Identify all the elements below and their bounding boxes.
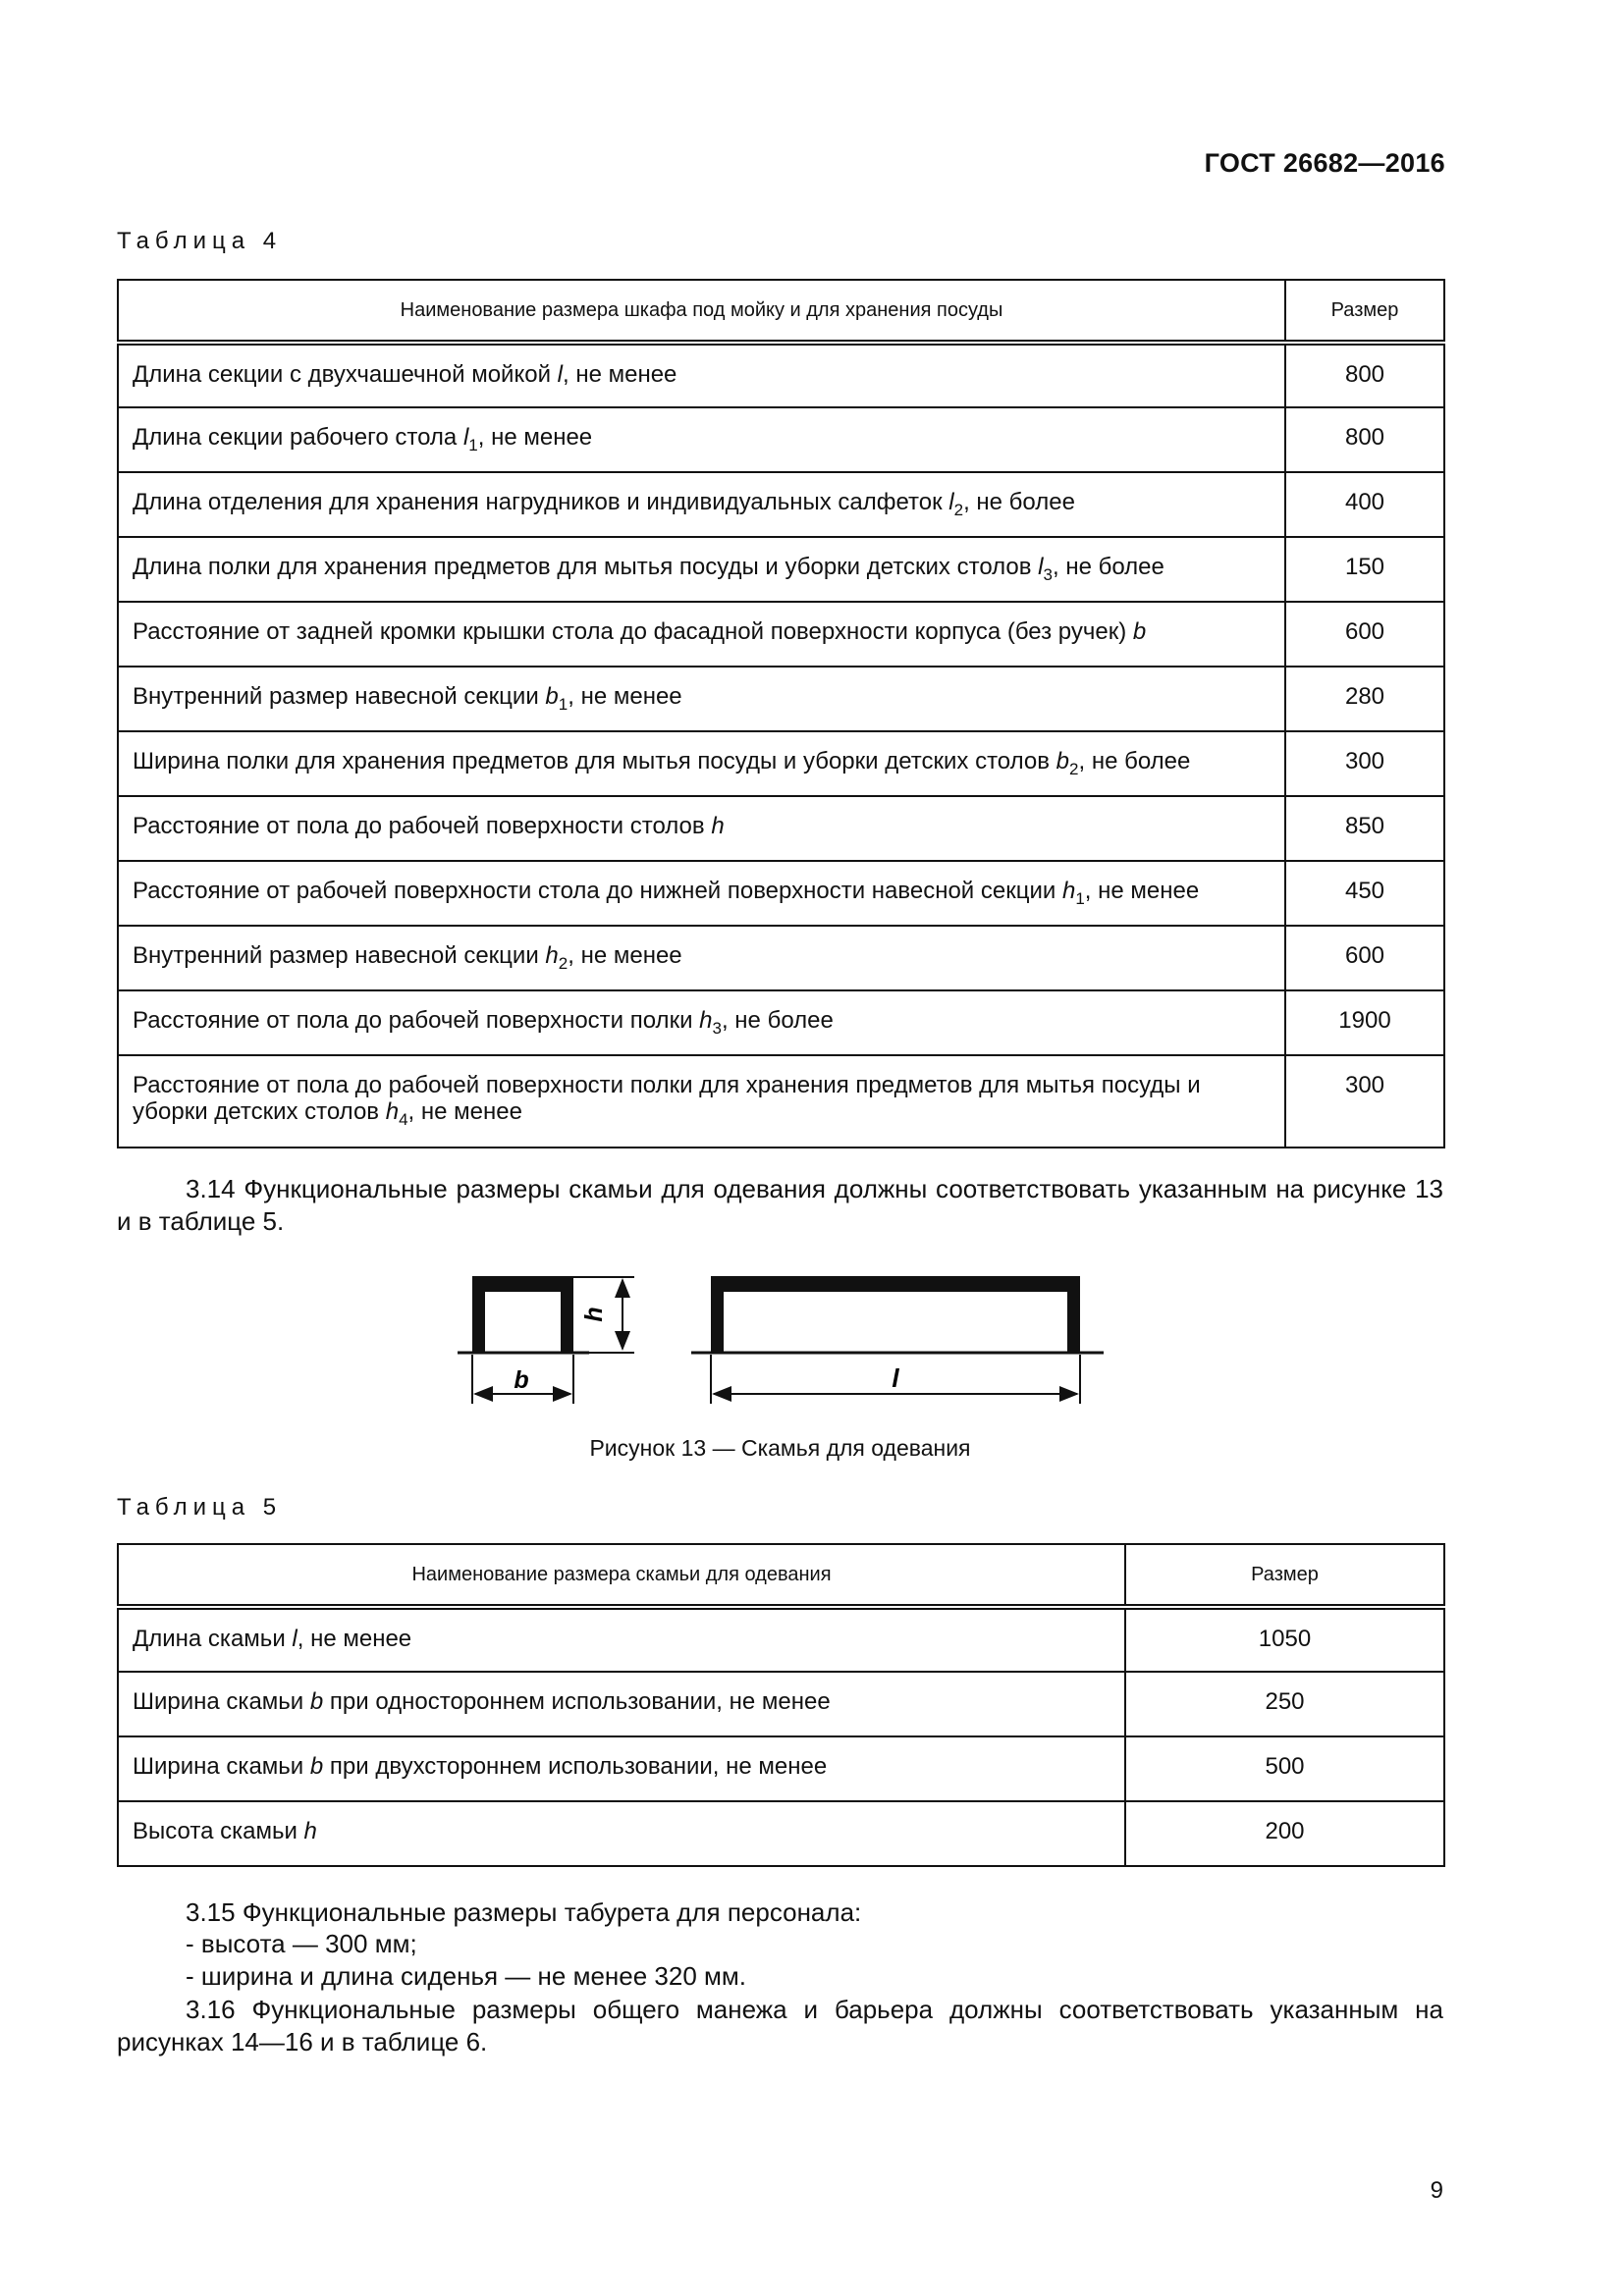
paragraph-3-15: 3.15 Функциональные размеры табурета для персонала: bbox=[186, 1897, 862, 1927]
parameter-variable: b bbox=[545, 683, 559, 710]
parameter-condition: при одностороннем использовании, не менее bbox=[323, 1688, 831, 1715]
parameter-text: Длина скамьи bbox=[133, 1626, 293, 1652]
parameter-condition: , не более bbox=[1052, 554, 1164, 580]
parameter-condition: , не менее bbox=[563, 361, 677, 388]
parameter-condition: , не более bbox=[963, 489, 1075, 515]
parameter-condition: , не менее bbox=[568, 683, 682, 710]
table-row bbox=[118, 1736, 1444, 1801]
parameter-subscript: 3 bbox=[1043, 565, 1053, 584]
parameter-condition: , не менее bbox=[407, 1098, 522, 1125]
table-row bbox=[118, 1672, 1444, 1736]
parameter-subscript: 2 bbox=[558, 954, 568, 973]
parameter-text: Высота скамьи bbox=[133, 1818, 304, 1844]
row-parameter-name bbox=[118, 1736, 1125, 1801]
parameter-variable: h bbox=[385, 1098, 400, 1125]
parameter-variable: h bbox=[1061, 878, 1076, 904]
column-header-size: Размер bbox=[1285, 280, 1444, 343]
parameter-variable: b bbox=[309, 1688, 324, 1715]
parameter-text: Внутренний размер навесной секции bbox=[133, 683, 546, 710]
standard-code: ГОСТ 26682—2016 bbox=[1204, 148, 1445, 178]
paragraph-3-14: 3.14 Функциональные размеры скамьи для одевания должны соответствовать указанным на рисунке 13 и в таблице 5. bbox=[117, 1174, 1443, 1236]
row-size-value: 600 bbox=[1285, 926, 1444, 990]
parameter-text: Расстояние от пола до рабочей поверхности столов bbox=[133, 813, 712, 839]
parameter-variable: l bbox=[948, 489, 954, 515]
row-parameter-name bbox=[118, 1607, 1125, 1672]
row-size-value: 1050 bbox=[1125, 1607, 1444, 1672]
parameter-text: Расстояние от пола до рабочей поверхности полки для хранения предметов для мытья посуды и уборки детских столов bbox=[133, 1072, 1201, 1125]
paragraph-3-16: 3.16 Функциональные размеры общего манежа и барьера должны соответствовать указанным на рисунках 14—16 и в таблице 6. bbox=[117, 1995, 1443, 2056]
parameter-subscript: 1 bbox=[1075, 889, 1085, 908]
bench-side-view bbox=[458, 1276, 634, 1404]
parameter-variable: l bbox=[1038, 554, 1044, 580]
parameter-text: Длина полки для хранения предметов для мытья посуды и уборки детских столов bbox=[133, 554, 1039, 580]
parameter-text: Ширина скамьи bbox=[133, 1753, 310, 1780]
parameter-condition: , не более bbox=[721, 1007, 834, 1034]
table-row bbox=[118, 1801, 1444, 1866]
row-size-value: 300 bbox=[1285, 1055, 1444, 1148]
parameter-variable: l bbox=[292, 1626, 298, 1652]
row-parameter-name bbox=[118, 1672, 1125, 1736]
figure-13-caption: Рисунок 13 — Скамья для одевания bbox=[589, 1435, 971, 1461]
row-size-value: 800 bbox=[1285, 407, 1444, 472]
table-row bbox=[118, 1607, 1444, 1672]
parameter-variable: h bbox=[545, 942, 559, 969]
parameter-condition: , не менее bbox=[477, 424, 593, 451]
parameter-subscript: 4 bbox=[399, 1110, 408, 1129]
parameter-text: Ширина скамьи bbox=[133, 1688, 310, 1715]
parameter-variable: b bbox=[1056, 748, 1070, 774]
dimension-label-l: l bbox=[892, 1363, 899, 1393]
dimension-label-h: h bbox=[580, 1307, 608, 1322]
column-header-name: Наименование размера скамьи для одевания bbox=[118, 1544, 1125, 1607]
row-size-value: 450 bbox=[1285, 861, 1444, 926]
list-item-seat-size: - ширина и длина сиденья — не менее 320 мм. bbox=[186, 1961, 746, 1991]
parameter-subscript: 3 bbox=[712, 1019, 722, 1038]
parameter-text: Длина отделения для хранения нагрудников и индивидуальных салфеток bbox=[133, 489, 949, 515]
parameter-variable: b bbox=[1132, 618, 1147, 645]
parameter-subscript: 1 bbox=[558, 695, 568, 714]
column-header-size: Размер bbox=[1125, 1544, 1444, 1607]
parameter-text: Внутренний размер навесной секции bbox=[133, 942, 546, 969]
page-number: 9 bbox=[1430, 2177, 1443, 2204]
parameter-variable: h bbox=[699, 1007, 713, 1034]
row-size-value: 280 bbox=[1285, 667, 1444, 731]
parameter-subscript: 2 bbox=[953, 501, 964, 519]
parameter-subscript: 1 bbox=[468, 436, 478, 454]
row-size-value: 850 bbox=[1285, 796, 1444, 861]
parameter-text: Расстояние от пола до рабочей поверхности полки bbox=[133, 1007, 700, 1034]
column-header-name: Наименование размера шкафа под мойку и для хранения посуды bbox=[118, 280, 1285, 343]
row-size-value: 250 bbox=[1125, 1672, 1444, 1736]
parameter-text: Расстояние от задней кромки крышки стола до фасадной поверхности корпуса (без ручек) bbox=[133, 618, 1133, 645]
table-4-caption: Таблица 4 bbox=[117, 228, 283, 254]
row-size-value: 150 bbox=[1285, 537, 1444, 602]
parameter-condition: , не менее bbox=[568, 942, 682, 969]
parameter-text: Длина секции рабочего стола bbox=[133, 424, 463, 451]
table-header-row bbox=[118, 1544, 1444, 1607]
row-size-value: 400 bbox=[1285, 472, 1444, 537]
row-size-value: 200 bbox=[1125, 1801, 1444, 1866]
parameter-variable: h bbox=[711, 813, 725, 839]
parameter-condition: при двухстороннем использовании, не менее bbox=[323, 1753, 828, 1780]
parameter-variable: h bbox=[303, 1818, 317, 1844]
row-size-value: 300 bbox=[1285, 731, 1444, 796]
dimension-label-b: b bbox=[514, 1366, 529, 1394]
row-size-value: 600 bbox=[1285, 602, 1444, 667]
row-size-value: 500 bbox=[1125, 1736, 1444, 1801]
parameter-text: Длина секции с двухчашечной мойкой bbox=[133, 361, 558, 388]
table-5 bbox=[117, 1543, 1445, 1867]
parameter-text: Расстояние от рабочей поверхности стола до нижней поверхности навесной секции bbox=[133, 878, 1062, 904]
row-size-value: 800 bbox=[1285, 343, 1444, 407]
parameter-condition: , не менее bbox=[297, 1626, 412, 1652]
parameter-variable: l bbox=[462, 424, 469, 451]
parameter-text: Ширина полки для хранения предметов для мытья посуды и уборки детских столов bbox=[133, 748, 1056, 774]
parameter-variable: b bbox=[309, 1753, 324, 1780]
parameter-variable: l bbox=[557, 361, 563, 388]
parameter-condition: , не менее bbox=[1084, 878, 1200, 904]
row-size-value: 1900 bbox=[1285, 990, 1444, 1055]
parameter-subscript: 2 bbox=[1069, 760, 1079, 778]
row-parameter-name bbox=[118, 1801, 1125, 1866]
table-5-caption: Таблица 5 bbox=[117, 1494, 283, 1521]
list-item-height: - высота — 300 мм; bbox=[186, 1929, 417, 1958]
parameter-condition: , не более bbox=[1078, 748, 1191, 774]
bench-front-view bbox=[691, 1276, 1104, 1404]
